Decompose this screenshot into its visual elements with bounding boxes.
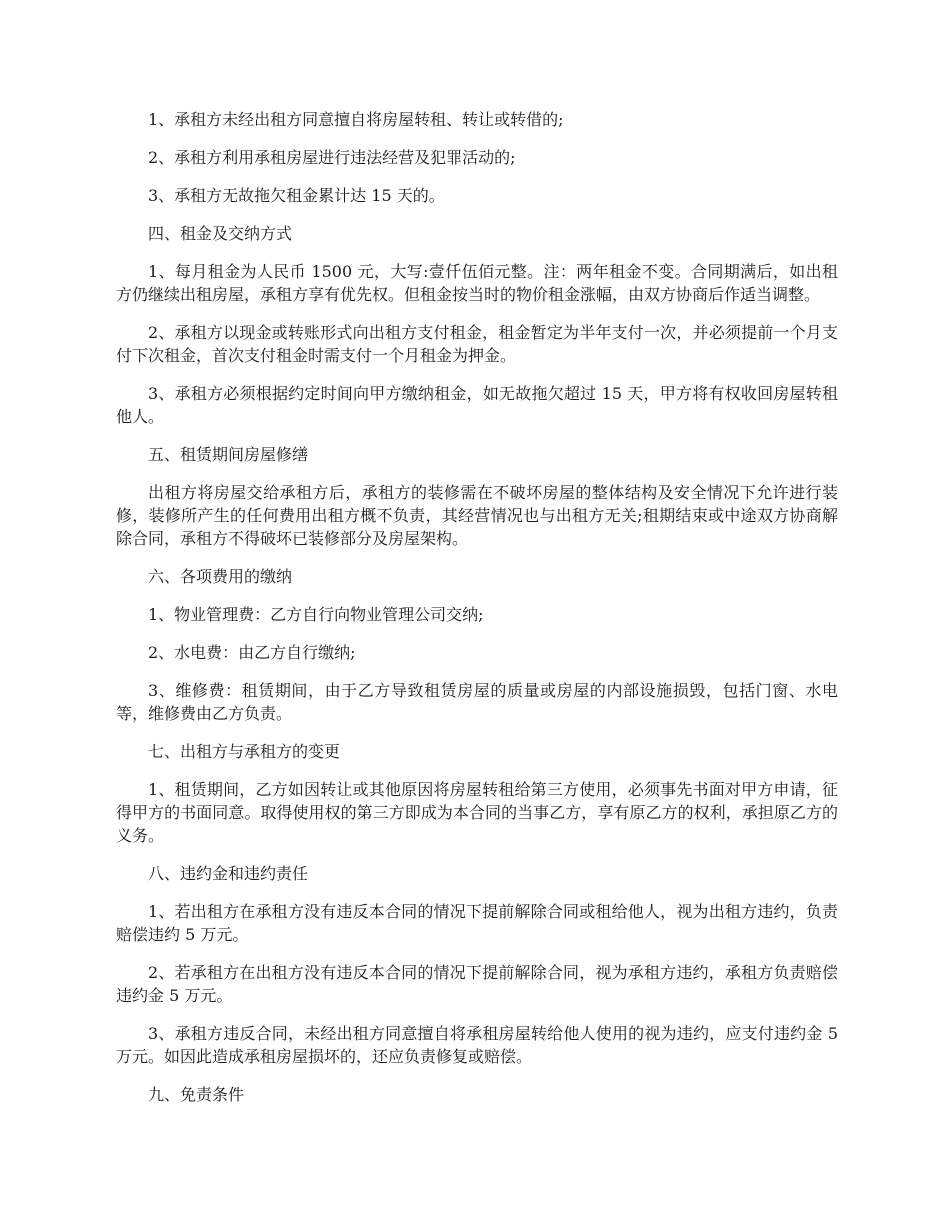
clause-item: 3、承租方违反合同，未经出租方同意擅自将承租房屋转给他人使用的视为违约，应支付违约金 5 万元。如因此造成承租房屋损坏的，还应负责修复或赔偿。: [116, 1024, 838, 1066]
section-heading: 四、租金及交纳方式: [148, 224, 293, 243]
clause-item: 3、承租方无故拖欠租金累计达 15 天的。: [148, 186, 445, 205]
clause-item: 1、每月租金为人民币 1500 元，大写:壹仟伍佰元整。注：两年租金不变。合同期满后，如出租方仍继续出租房屋，承租方享有优先权。但租金按当时的物价租金涨幅，由双方协商后作适当调整。: [116, 262, 838, 304]
clause-item: 1、若出租方在承租方没有违反本合同的情况下提前解除合同或租给他人，视为出租方违约，负责赔偿违约 5 万元。: [116, 902, 838, 944]
section-heading: 八、违约金和违约责任: [148, 864, 309, 883]
clause-item: 3、维修费：租赁期间，由于乙方导致租赁房屋的质量或房屋的内部设施损毁，包括门窗、水电等，维修费由乙方负责。: [116, 681, 838, 723]
clause-item: 2、承租方以现金或转账形式向出租方支付租金，租金暂定为半年支付一次，并必须提前一个月支付下次租金，首次支付租金时需支付一个月租金为押金。: [116, 323, 838, 365]
section-heading: 九、免责条件: [148, 1085, 245, 1104]
clause-item: 3、承租方必须根据约定时间向甲方缴纳租金，如无故拖欠超过 15 天，甲方将有权收回房屋转租他人。: [116, 384, 838, 426]
clause-item: 2、水电费：由乙方自行缴纳;: [148, 643, 356, 662]
section-heading: 六、各项费用的缴纳: [148, 567, 293, 586]
section-heading: 五、租赁期间房屋修缮: [148, 445, 309, 464]
document-body: [116, 108, 838, 1121]
clause-item: 2、承租方利用承租房屋进行违法经营及犯罪活动的;: [148, 148, 516, 167]
clause-item: 1、承租方未经出租方同意擅自将房屋转租、转让或转借的;: [148, 110, 564, 129]
section-heading: 七、出租方与承租方的变更: [148, 742, 341, 761]
clause-item: 2、若承租方在出租方没有违反本合同的情况下提前解除合同，视为承租方违约，承租方负责赔偿违约金 5 万元。: [116, 963, 838, 1005]
clause-item: 1、租赁期间，乙方如因转让或其他原因将房屋转租给第三方使用，必须事先书面对甲方申请，征得甲方的书面同意。取得使用权的第三方即成为本合同的当事乙方，享有原乙方的权利，承担原乙方的义务。: [116, 780, 838, 845]
clause-item: 出租方将房屋交给承租方后，承租方的装修需在不破坏房屋的整体结构及安全情况下允许进行装修，装修所产生的任何费用出租方概不负责，其经营情况也与出租方无关;租期结束或中途双方协商解除合同，承租方不得破坏已装修部分及房屋架构。: [116, 483, 838, 548]
clause-item: 1、物业管理费：乙方自行向物业管理公司交纳;: [148, 605, 484, 624]
